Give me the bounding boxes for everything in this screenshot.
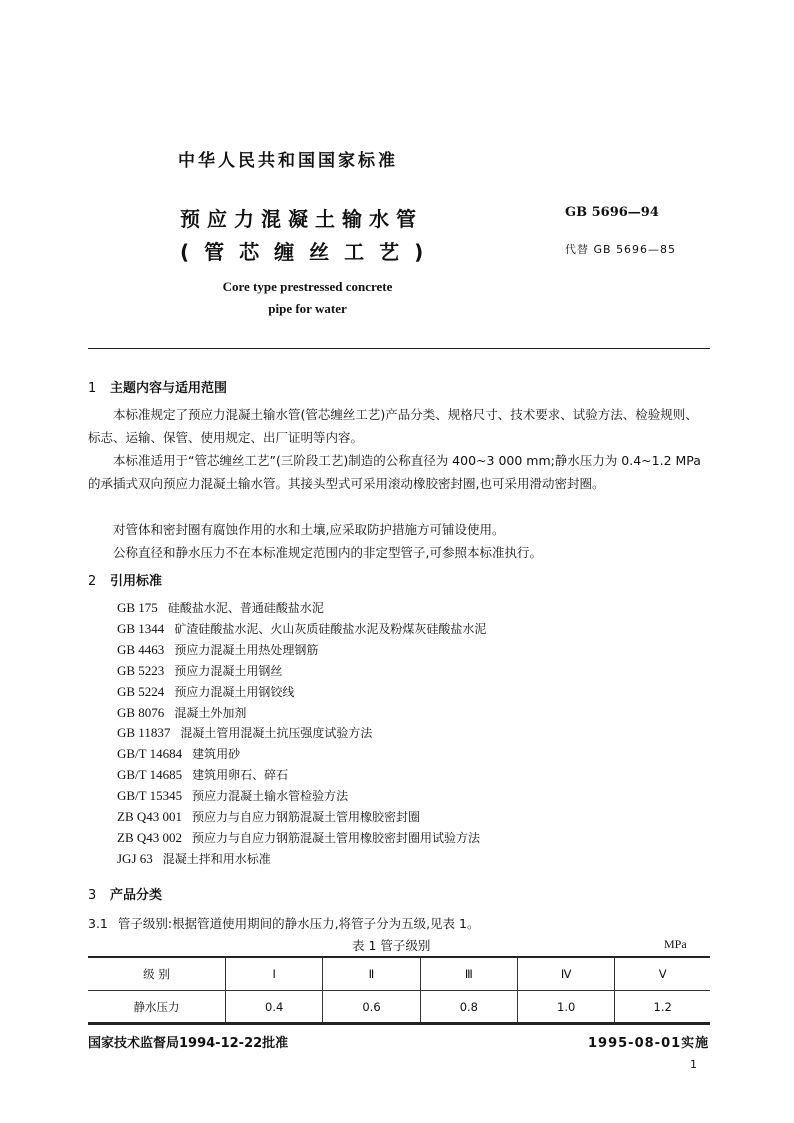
section-2-title: 引用标准 [110,574,163,589]
table-cell: 静水压力 [88,991,226,1025]
reference-title: 建筑用卵石、碎石 [192,768,289,783]
standard-number: GB 5696—94 [565,205,659,220]
reference-code: GB/T 15345 [117,788,183,804]
table-header-cell: I [226,957,323,991]
section-1-paragraph-1: 本标准规定了预应力混凝土输水管(管芯缠丝工艺)产品分类、规格尺寸、技术要求、试验方法、检验规则、标志、运输、保管、使用规定、出厂证明等内容。 [88,407,698,445]
replaces-note: 代替 GB 5696—85 [565,243,677,256]
issuing-body: 中华人民共和国国家标准 [178,151,398,171]
reference-item [117,828,486,849]
table-header-cell: Ⅴ [615,957,710,991]
english-title-line1: Core type prestressed concrete [222,279,393,294]
reference-code: JGJ 63 [117,850,153,866]
table-header-cell: 级 别 [88,957,226,991]
reference-item [117,723,486,744]
reference-title: 预应力混凝土用钢丝 [174,663,283,678]
section-1-paragraph-4: 公称直径和静水压力不在本标准规定范围内的非定型管子,可参照本标准执行。 [113,545,542,560]
reference-title: 预应力混凝土用热处理钢筋 [174,642,319,657]
reference-code: GB 4463 [117,641,165,657]
reference-title: 混凝土拌和用水标准 [162,851,271,866]
reference-code: ZB Q43 001 [117,809,182,825]
section-2-number: 2 [88,574,97,589]
table-header-cell: Ⅳ [518,957,615,991]
reference-code: GB 5223 [117,662,165,678]
section-1-paragraph-3: 对管体和密封圈有腐蚀作用的水和土壤,应采取防护措施方可铺设使用。 [113,522,505,537]
table-cell: 0.6 [323,991,420,1025]
reference-item [117,703,486,724]
reference-title: 硅酸盐水泥、普通硅酸盐水泥 [167,601,324,615]
english-title-line2: pipe for water [268,301,347,316]
header-divider [88,348,710,349]
reference-item [117,786,486,807]
table-header-row [88,957,710,991]
reference-title: 预应力与自应力钢筋混凝土管用橡胶密封圈用试验方法 [192,830,481,845]
reference-item [117,744,486,765]
reference-item [117,598,486,619]
table-cell: 1.2 [615,991,710,1025]
reference-code: GB 11837 [117,725,171,741]
table-row [88,991,710,1025]
reference-title: 预应力与自应力钢筋混凝土管用橡胶密封圈 [192,810,421,825]
reference-item [117,682,486,703]
footer-divider [88,1022,710,1024]
reference-code: GB/T 14685 [117,767,183,783]
reference-code: GB 175 [117,600,158,615]
reference-item [117,849,486,870]
table-header-cell: Ⅲ [420,957,517,991]
approval-date: 国家技术监督局1994-12-22批准 [88,1036,289,1051]
reference-code: GB/T 14684 [117,746,183,762]
table-cell: 0.8 [420,991,517,1025]
table-cell: 0.4 [226,991,323,1025]
table-header-cell: Ⅱ [323,957,420,991]
section-2-heading [88,570,162,589]
reference-item [117,619,486,640]
reference-title: 混凝土管用混凝土抗压强度试验方法 [180,726,373,741]
reference-code: GB 1344 [117,620,165,636]
reference-title: 混凝土外加剂 [174,705,247,720]
section-3-number: 3 [88,888,97,903]
clause-number: 3.1 [88,916,108,931]
effective-date: 1995-08-01实施 [588,1036,710,1051]
reference-item [117,640,486,661]
section-1-title: 主题内容与适用范围 [110,381,228,396]
reference-title: 建筑用砂 [192,747,241,762]
page-number: 1 [690,1058,697,1071]
section-1-paragraph-2: 本标准适用于“管芯缠丝工艺”(三阶段工艺)制造的公称直径为 400~3 000 mm;静水压力为 0.4~1.2 MPa的承插式双向预应力混凝土输水管。其接头型式可采用滚动橡胶密封圈,也可采用滑动密封圈。 [88,453,701,491]
clause-3-1 [88,914,479,932]
clause-text: 管子级别:根据管道使用期间的静水压力,将管子分为五级,见表 1。 [117,916,480,931]
table-unit: MPa [664,937,687,951]
document-subtitle: (管芯缠丝工艺) [180,240,439,264]
section-3-heading [88,884,162,903]
reference-title: 预应力混凝土输水管检验方法 [192,789,349,804]
reference-item [117,807,486,828]
section-3-title: 产品分类 [110,888,163,903]
reference-code: ZB Q43 002 [117,829,182,845]
section-1-heading [88,377,227,396]
table-cell: 1.0 [518,991,615,1025]
reference-list [117,598,486,870]
reference-item [117,661,486,682]
reference-title: 矿渣硅酸盐水泥、火山灰质硅酸盐水泥及粉煤灰硅酸盐水泥 [174,621,487,636]
reference-code: GB 5224 [117,683,165,699]
pipe-grade-table [88,956,710,1025]
reference-title: 预应力混凝土用钢铰线 [174,684,295,699]
reference-code: GB 8076 [117,704,165,720]
reference-item [117,765,486,786]
table-caption: 表 1 管子级别 [352,938,431,953]
section-1-number: 1 [88,381,97,396]
document-title: 预应力混凝土输水管 [180,207,423,231]
